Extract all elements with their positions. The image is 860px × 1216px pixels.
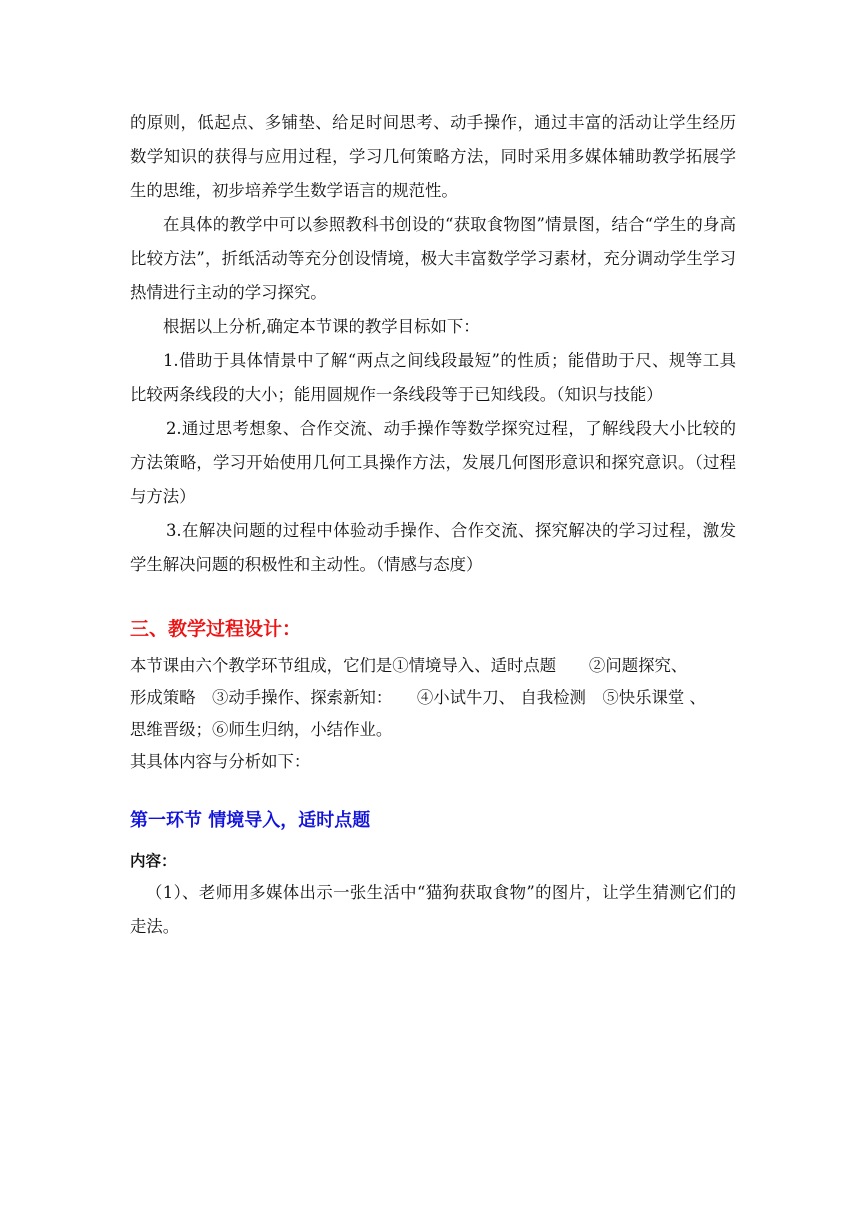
spacer: [130, 582, 736, 614]
content-label: 内容：: [130, 852, 177, 870]
document-content: [130, 106, 736, 944]
stage-one-item-1: （1）、老师用多媒体出示一张生活中“猫狗获取食物”的图片，让学生猜测它们的走法。: [130, 883, 736, 936]
goal-emotion-attitude: 3.在解决问题的过程中体验动手操作、合作交流、探究解决的学习过程，激发学生解决问题的积极性和主动性。（情感与态度）: [130, 521, 736, 574]
paragraph-textbook-context: 在具体的教学中可以参照教科书创设的“获取食物图”情景图，结合“学生的身高比较方法”，折纸活动等充分创设情境，极大丰富数学学习素材，充分调动学生学习热情进行主动的学习探究。: [130, 215, 736, 302]
section-heading-teaching-process: 三、教学过程设计：: [130, 618, 302, 640]
process-overview-line-3: 思维晋级；⑥师生归纳，小结作业。: [130, 720, 393, 739]
process-overview-line-1: 本节课由六个教学环节组成，它们是①情境导入、适时点题 ②问题探究、: [130, 656, 688, 675]
spacer: [130, 778, 736, 806]
goal-knowledge-skills: 1.借助于具体情景中了解“两点之间线段最短”的性质；能借助于尺、规等工具比较两条线段的大小；能用圆规作一条线段等于已知线段。（知识与技能）: [130, 351, 736, 404]
paragraph-principles: 的原则，低起点、多铺垫、给足时间思考、动手操作，通过丰富的活动让学生经历数学知识的获得与应用过程，学习几何策略方法，同时采用多媒体辅助教学拓展学生的思维，初步培养学生数学语言的规范性。: [130, 113, 736, 200]
spacer: [130, 836, 736, 846]
process-overview-line-2: 形成策略 ③动手操作、探索新知： ④小试牛刀、 自我检测 ⑤快乐课堂 、: [130, 688, 706, 707]
process-overview-line-4: 其具体内容与分析如下：: [130, 752, 311, 771]
goal-process-methods: 2.通过思考想象、合作交流、动手操作等数学探究过程，了解线段大小比较的方法策略，学习开始使用几何工具操作方法，发展几何图形意识和探究意识。（过程与方法）: [130, 419, 736, 506]
paragraph-goals-intro: 根据以上分析,确定本节课的教学目标如下：: [163, 317, 480, 336]
stage-one-heading: 第一环节 情境导入，适时点题: [130, 810, 371, 831]
process-overview: [130, 650, 736, 778]
